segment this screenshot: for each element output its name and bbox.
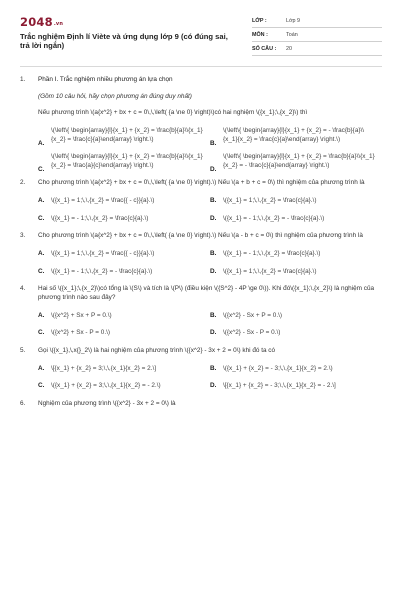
option-label: A. <box>38 250 45 258</box>
option-text: \({x_1} = 1;\,\,{x_2} = \frac{c}{a}.\) <box>223 197 317 205</box>
option-text: \[{x_1} + {x_2} = 3;\,\,{x_1}{x_2} = 2.\] <box>51 364 157 372</box>
option-text: \({x_1} = - 1;\,\,{x_2} = - \frac{c}{a}.\) <box>223 214 325 222</box>
option-label: B. <box>210 139 217 147</box>
option-d[interactable] <box>210 329 382 338</box>
option-d[interactable] <box>210 153 382 174</box>
meta-value: 20 <box>286 45 292 52</box>
meta-value: Lớp 9 <box>286 17 301 24</box>
option-text: \({x_1} = 1;\,\,{x_2} = \frac{{ - c}}{a}.\) <box>51 250 155 258</box>
option-text: \({x_1} = 1;\,\,{x_2} = \frac{{ - c}}{a}.\) <box>51 197 155 205</box>
option-c[interactable] <box>38 382 210 391</box>
option-b[interactable] <box>210 250 382 259</box>
answer-options <box>38 365 382 400</box>
option-label: D. <box>210 267 217 275</box>
option-label: A. <box>38 139 45 147</box>
document-meta <box>252 16 382 58</box>
option-label: A. <box>38 364 45 372</box>
option-label: D. <box>210 214 217 222</box>
option-text: \({x_1} + {x_2} = 3;\,\,{x_1}{x_2} = - 2.\) <box>51 382 161 390</box>
option-text: \({x_1} = 1;\,\,{x_2} = \frac{c}{a}.\) <box>223 267 317 275</box>
option-text: \({x^2} + Sx - P = 0.\) <box>51 329 111 337</box>
answer-options <box>38 312 382 347</box>
option-a[interactable] <box>38 365 210 374</box>
question-stem: Gọi \({x_1},\,x{}_2\) là hai nghiệm của phương trình \({x^2} - 3x + 2 = 0\) khi đó ta có <box>38 346 276 354</box>
option-text: \(\left\{ \begin{array}{l}{x_1} + {x_2} = \frac{b}{a}\\{x_1}{x_2} = \frac{a}{c}\end{array} \right.\) <box>51 153 203 169</box>
answer-options <box>38 127 382 180</box>
option-label: B. <box>210 250 217 258</box>
document-title: Trắc nghiệm Định lí Viète và ứng dụng lớp 9 (có đúng sai, trả lời ngắn) <box>20 32 228 51</box>
question-stem: Nghiệm của phương trình \({x^2} - 3x + 2 = 0\) là <box>38 399 176 407</box>
question-number: 2. <box>20 179 26 187</box>
option-c[interactable] <box>38 215 210 224</box>
option-text: \({x^2} - Sx - P = 0.\) <box>223 329 281 337</box>
option-label: C. <box>38 214 45 222</box>
option-label: C. <box>38 166 45 174</box>
option-text: \({x_1} = - 1;\,\,{x_2} = - \frac{c}{a}.\) <box>51 267 153 275</box>
option-label: B. <box>210 197 217 205</box>
option-label: A. <box>38 197 45 205</box>
option-a[interactable] <box>38 250 210 259</box>
option-c[interactable] <box>38 153 210 174</box>
answer-options <box>38 197 382 232</box>
option-label: A. <box>38 311 45 319</box>
option-d[interactable] <box>210 382 382 391</box>
question-stem: Nếu phương trình \(a{x^2} + bx + c = 0\,\,\left( {a \ne 0} \right)\)có hai nghiệm \({x_1};\,{x_2}\) thì <box>38 109 308 117</box>
meta-key: LỚP : <box>252 17 267 24</box>
option-a[interactable] <box>38 312 210 321</box>
meta-key: SỐ CÂU : <box>252 45 277 52</box>
question-4 <box>20 285 382 347</box>
question-3 <box>20 232 382 285</box>
option-label: D. <box>210 166 217 174</box>
option-label: D. <box>210 329 217 337</box>
option-text: \({x^2} - Sx + P = 0.\) <box>223 311 283 319</box>
question-6 <box>20 400 382 409</box>
question-stem: Cho phương trình \(a{x^2} + bx + c = 0\,\,\left( {a \ne 0} \right).\) Nếu \(a - b + c = 0\) thì nghiệm của phương trình là <box>38 232 363 240</box>
option-text: \(\left\{ \begin{array}{l}{x_1} + {x_2} = \frac{b}{a}\\{x_1}{x_2} = - \frac{c}{a}\end{array} \right.\) <box>223 153 375 169</box>
option-label: B. <box>210 364 217 372</box>
option-text: \(\left\{ \begin{array}{l}{x_1} + {x_2} = \frac{b}{a}\\{x_1}{x_2} = \frac{c}{a}\end{array} \right.\) <box>51 126 203 143</box>
question-number: 6. <box>20 399 26 407</box>
meta-value: Toán <box>286 31 298 38</box>
option-b[interactable] <box>210 365 382 374</box>
question-1 <box>20 76 382 179</box>
option-label: D. <box>210 382 217 390</box>
question-stem: Cho phương trình \(a{x^2} + bx + c = 0\,\,\left( {a \ne 0} \right).\) Nếu \(a + b + c = 0\) thì nghiệm của phương trình là <box>38 179 365 187</box>
option-text: \({x_1} + {x_2} = - 3;\,\,{x_1}{x_2} = 2.\) <box>223 364 333 372</box>
option-c[interactable] <box>38 329 210 338</box>
logo-tld: .vn <box>53 21 64 27</box>
option-b[interactable] <box>210 312 382 321</box>
question-2 <box>20 179 382 232</box>
page-header <box>20 12 382 60</box>
question-stem: Hai số \({x_1};\,{x_2}\)có tổng là \(S\) và tích là \(P\) (điều kiện \({S^2} - 4P \ge 0\)). Khi đó\({x_1};\,{x_2}\) là nghiệm của phương trình nào sau đây? <box>38 285 375 301</box>
question-5 <box>20 347 382 400</box>
question-number: 3. <box>20 232 26 240</box>
option-label: C. <box>38 267 45 275</box>
site-logo[interactable] <box>20 15 63 31</box>
option-text: \({x^2} + Sx + P = 0.\) <box>51 311 112 319</box>
meta-question-count <box>252 44 382 56</box>
option-label: B. <box>210 311 217 319</box>
answer-options <box>38 250 382 285</box>
option-text: \({x_1} = - 1;\,\,{x_2} = \frac{c}{a}.\) <box>51 214 149 222</box>
option-a[interactable] <box>38 126 210 147</box>
logo-text: 2048 <box>20 15 53 29</box>
question-number: 4. <box>20 285 26 293</box>
option-text: \(\left\{ \begin{array}{l}{x_1} + {x_2} = - \frac{b}{a}\\{x_1}{x_2} = \frac{c}{a}\end{array} \right.\) <box>223 126 365 143</box>
header-divider <box>20 66 382 67</box>
meta-key: MÔN : <box>252 31 268 38</box>
question-number: 5. <box>20 346 26 354</box>
option-b[interactable] <box>210 197 382 206</box>
option-text: \({x_1} = - 1;\,\,{x_2} = \frac{c}{a}.\) <box>223 250 321 258</box>
section-note: (Gồm 10 câu hỏi, hãy chọn phương án đúng duy nhất) <box>38 92 192 100</box>
option-c[interactable] <box>38 268 210 277</box>
meta-grade <box>252 16 382 28</box>
option-d[interactable] <box>210 268 382 277</box>
question-list <box>20 76 382 408</box>
option-text: \[{x_1} + {x_2} = - 3;\,\,{x_1}{x_2} = - 2.\] <box>223 382 336 390</box>
option-label: C. <box>38 329 45 337</box>
option-label: C. <box>38 382 45 390</box>
section-title: Phần I. Trắc nghiệm nhiều phương án lựa chọn <box>38 76 173 83</box>
option-b[interactable] <box>210 126 382 147</box>
meta-subject <box>252 30 382 42</box>
question-number: 1. <box>20 76 26 83</box>
option-a[interactable] <box>38 197 210 206</box>
option-d[interactable] <box>210 215 382 224</box>
